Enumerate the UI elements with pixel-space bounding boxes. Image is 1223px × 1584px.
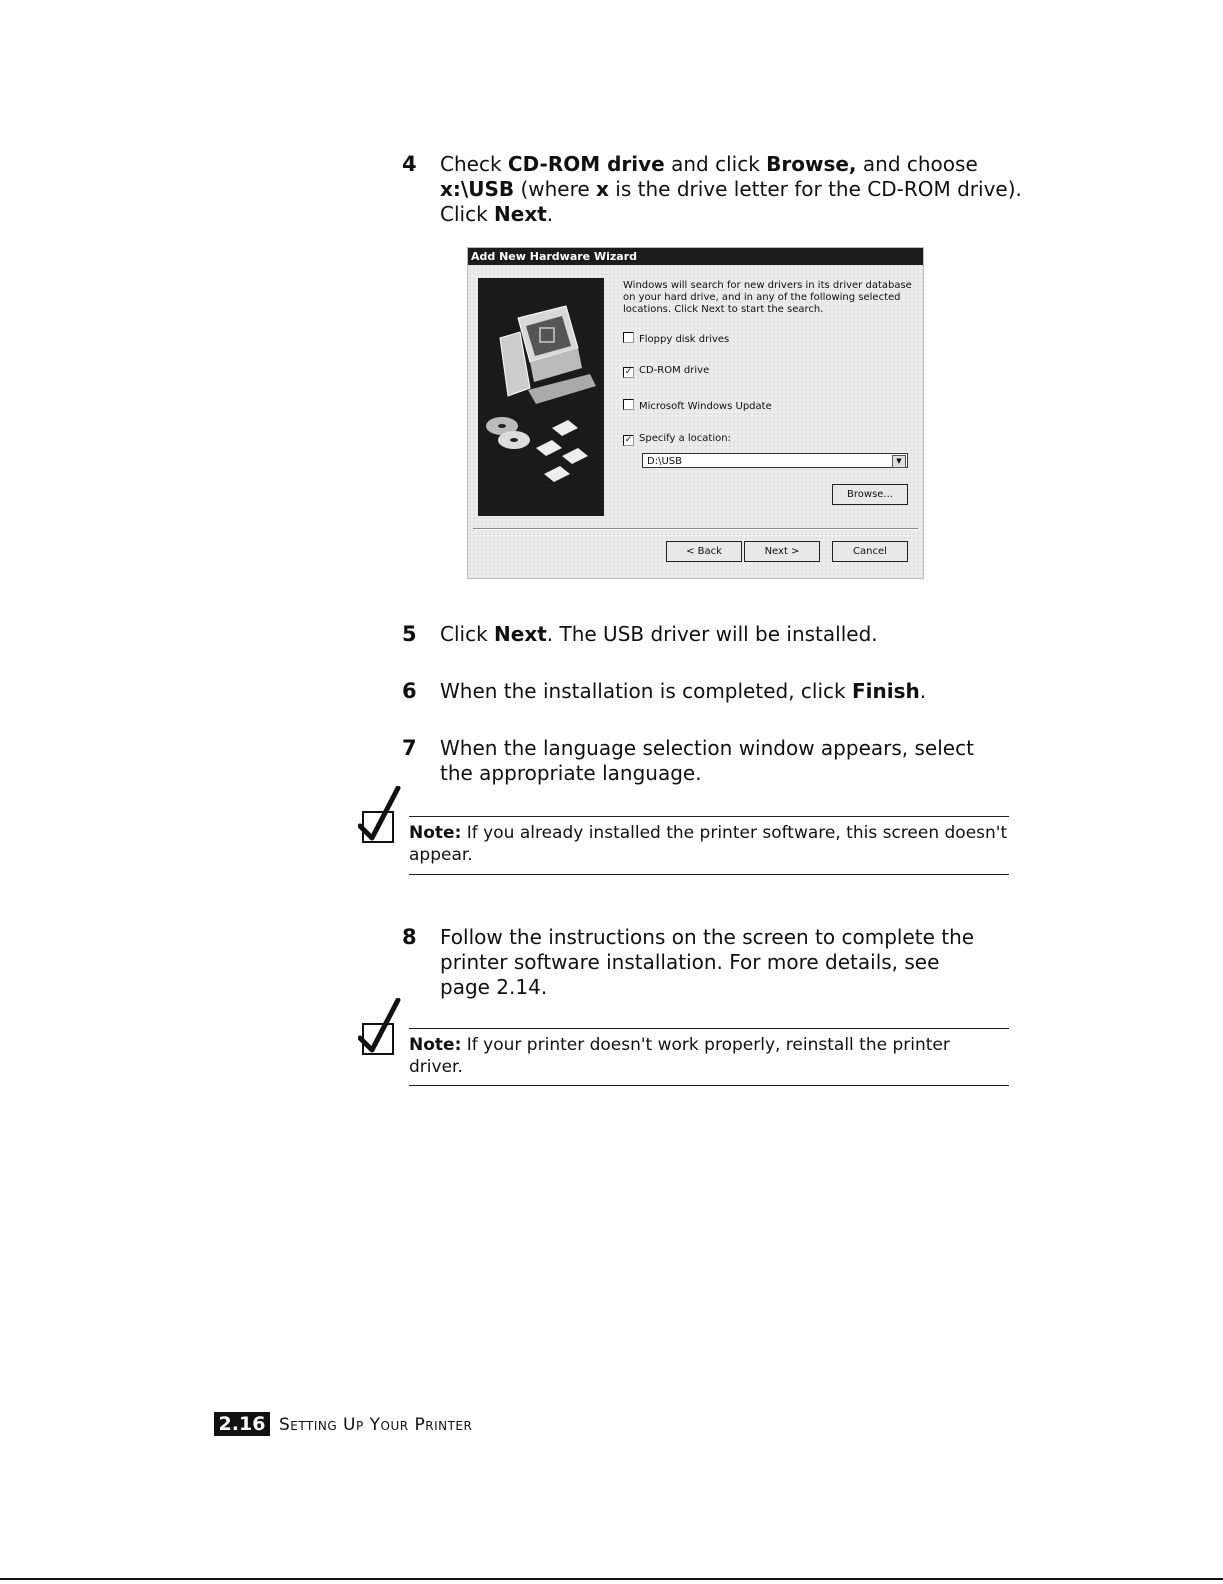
note-top-rule xyxy=(409,816,1009,817)
step-text-part: Next xyxy=(494,622,547,646)
option-specify-location[interactable] xyxy=(623,432,731,446)
checkmark-note-icon xyxy=(358,786,404,836)
option-floppy[interactable] xyxy=(623,332,729,346)
step-number: 8 xyxy=(402,925,417,949)
checkbox-checked-icon[interactable]: ✓ xyxy=(624,435,633,445)
section-title: Setting Up Your Printer xyxy=(279,1415,473,1435)
back-button[interactable]: < Back xyxy=(666,541,742,562)
page-number-badge: 2.16 xyxy=(214,1412,270,1436)
step-text-part: Browse, xyxy=(766,152,857,176)
note-1 xyxy=(409,822,1009,866)
note-top-rule xyxy=(409,1028,1009,1029)
step-text-part: Next xyxy=(494,202,547,226)
dialog-title: Add New Hardware Wizard xyxy=(468,248,923,265)
option-label: Floppy disk drives xyxy=(639,334,730,345)
location-combobox[interactable] xyxy=(642,453,908,468)
step-text-part: and choose xyxy=(856,152,978,176)
step-number: 4 xyxy=(402,152,417,176)
step-text-part: Click xyxy=(440,622,495,646)
step-text xyxy=(440,679,1040,704)
note-2 xyxy=(409,1034,1009,1078)
note-label: Note: xyxy=(409,1035,462,1055)
step-number: 5 xyxy=(402,622,417,646)
step-text-part: CD-ROM drive xyxy=(507,152,665,176)
step-text: Follow the instructions on the screen to complete the printer software installation. For more details, see page 2.14. xyxy=(440,925,975,999)
step-text-part: is the drive letter for the CD-ROM drive). Click xyxy=(440,177,1022,226)
step-text-part: Finish xyxy=(851,679,920,703)
checkbox-unchecked[interactable] xyxy=(623,332,634,343)
option-cdrom[interactable] xyxy=(623,364,709,378)
option-label: CD-ROM drive xyxy=(639,365,710,376)
step-text-part: x xyxy=(596,177,609,201)
checkmark-note-icon xyxy=(358,998,404,1048)
step-text: When the language selection window appears, select the appropriate language. xyxy=(440,736,974,785)
note-text: If your printer doesn't work properly, reinstall the printer driver. xyxy=(409,1035,950,1077)
cancel-button[interactable]: Cancel xyxy=(832,541,908,562)
checkbox-checked-icon[interactable]: ✓ xyxy=(624,367,633,377)
next-button[interactable]: Next > xyxy=(744,541,820,562)
step-text-part: Check xyxy=(440,152,508,176)
note-bottom-rule xyxy=(409,1085,1009,1086)
chevron-down-icon[interactable]: ▼ xyxy=(892,455,906,468)
dialog-separator xyxy=(473,528,918,530)
option-label: Microsoft Windows Update xyxy=(639,401,772,412)
step-text xyxy=(440,152,1040,227)
page-bottom-rule xyxy=(0,1578,1223,1580)
step-text-part: x:\USB xyxy=(440,177,515,201)
note-label: Note: xyxy=(409,823,462,843)
checkbox-unchecked[interactable] xyxy=(623,399,634,410)
dialog-description: Windows will search for new drivers in its driver database on your hard drive, and in any of the following selected locations. Click Next to start the search. xyxy=(623,280,912,315)
step-text xyxy=(440,622,1040,647)
step-number: 6 xyxy=(402,679,417,703)
note-text: If you already installed the printer software, this screen doesn't appear. xyxy=(409,823,1008,865)
note-bottom-rule xyxy=(409,874,1009,875)
location-value: D:\USB xyxy=(647,456,682,467)
step-text-part: . The USB driver will be installed. xyxy=(546,622,878,646)
option-label: Specify a location: xyxy=(639,433,731,444)
option-windows-update[interactable] xyxy=(623,399,772,413)
step-text-part: . xyxy=(919,679,927,703)
step-text-part: and click xyxy=(664,152,767,176)
step-text-part: When the installation is completed, click xyxy=(440,679,852,703)
step-text-part: (where xyxy=(514,177,597,201)
computer-illustration xyxy=(478,278,604,516)
step-number: 7 xyxy=(402,736,417,760)
add-new-hardware-wizard-dialog xyxy=(467,247,924,579)
step-text-part: . xyxy=(546,202,554,226)
browse-button[interactable]: Browse... xyxy=(832,484,908,505)
